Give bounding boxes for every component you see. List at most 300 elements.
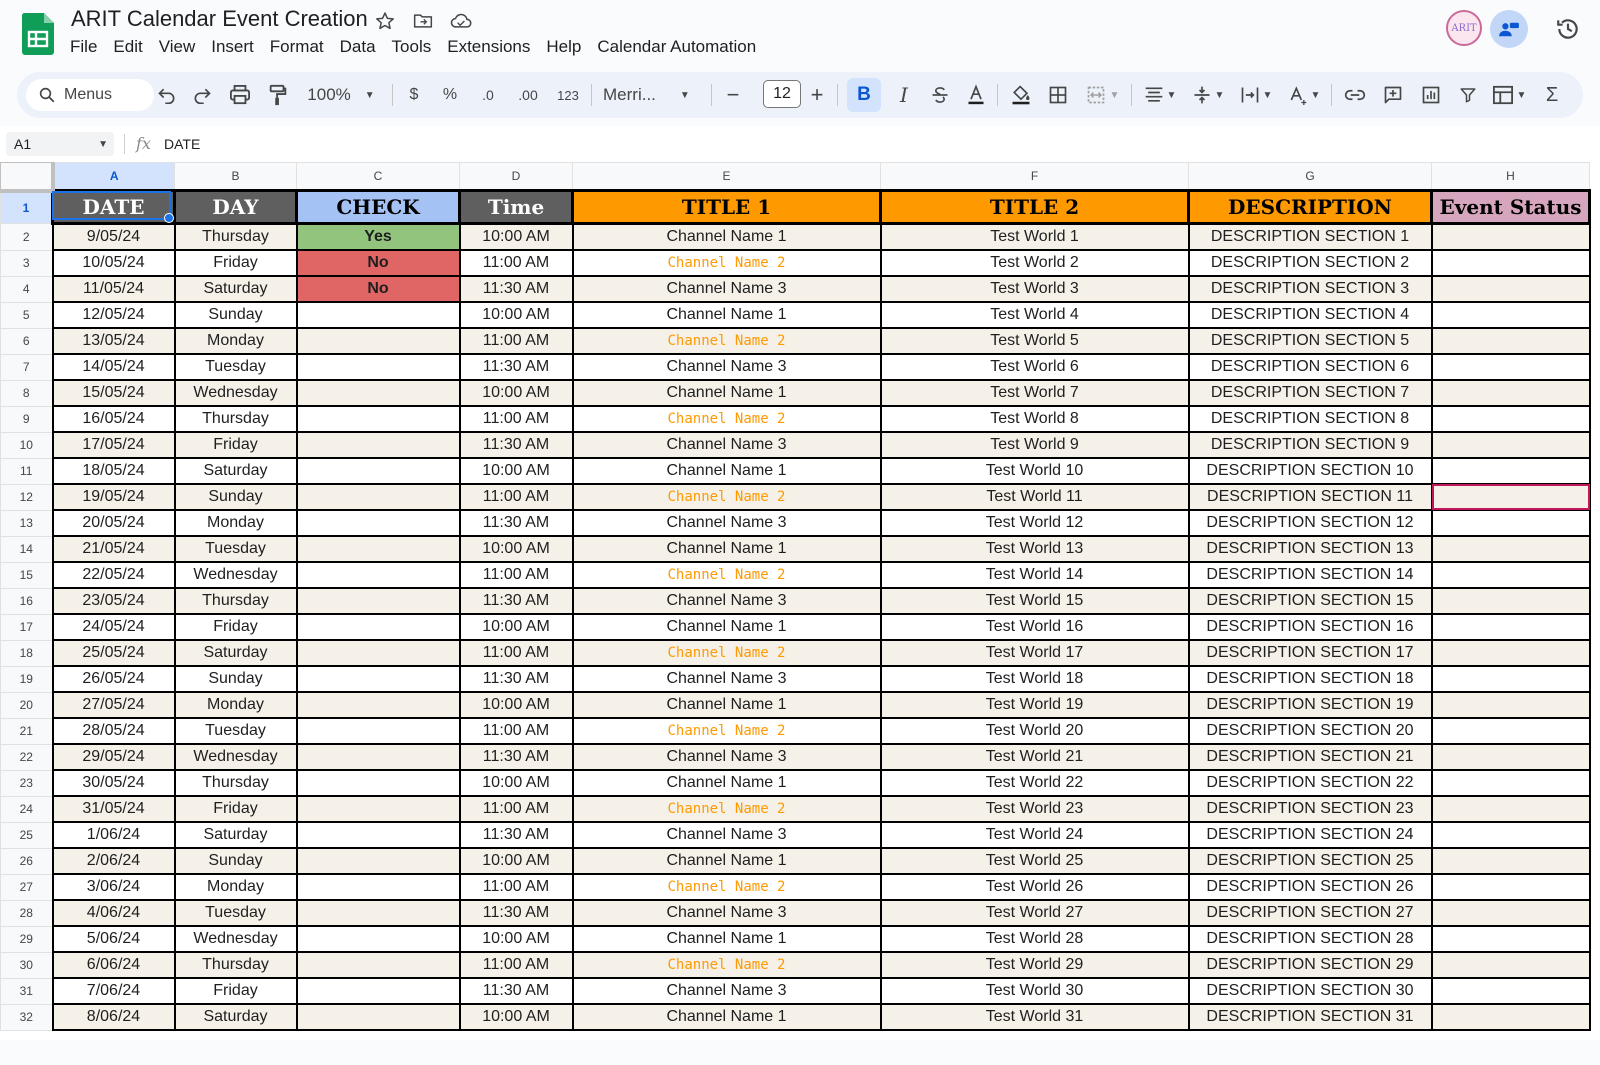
- header-day-cell[interactable]: DAY: [175, 191, 297, 224]
- cell-t2[interactable]: Test World 17: [881, 640, 1189, 666]
- row-header[interactable]: 10: [1, 432, 53, 458]
- cell-desc[interactable]: DESCRIPTION SECTION 25: [1189, 848, 1432, 874]
- document-title[interactable]: ARIT Calendar Event Creation: [71, 6, 368, 31]
- cell-date[interactable]: 9/05/24: [53, 224, 175, 251]
- cell-date[interactable]: 21/05/24: [53, 536, 175, 562]
- cell-status[interactable]: [1432, 978, 1590, 1004]
- cell-time[interactable]: 11:00 AM: [460, 796, 573, 822]
- cell-day[interactable]: Wednesday: [175, 744, 297, 770]
- cell-desc[interactable]: DESCRIPTION SECTION 5: [1189, 328, 1432, 354]
- menu-file[interactable]: File: [70, 37, 98, 56]
- decrease-decimal-button[interactable]: .0: [482, 87, 494, 103]
- cell-t1[interactable]: Channel Name 1: [573, 692, 881, 718]
- cell-desc[interactable]: DESCRIPTION SECTION 9: [1189, 432, 1432, 458]
- cell-status[interactable]: [1432, 822, 1590, 848]
- cell-date[interactable]: 23/05/24: [53, 588, 175, 614]
- cell-t2[interactable]: Test World 9: [881, 432, 1189, 458]
- cell-check[interactable]: [297, 458, 460, 484]
- cell-t2[interactable]: Test World 26: [881, 874, 1189, 900]
- cell-date[interactable]: 15/05/24: [53, 380, 175, 406]
- cell-t1[interactable]: [573, 874, 881, 900]
- cell-t1[interactable]: Channel Name 3: [573, 432, 881, 458]
- cell-t1[interactable]: [573, 250, 881, 276]
- vertical-align-icon[interactable]: [1185, 72, 1231, 118]
- cell-day[interactable]: Friday: [175, 978, 297, 1004]
- cell-day[interactable]: Friday: [175, 614, 297, 640]
- cell-check[interactable]: [297, 952, 460, 978]
- cell-day[interactable]: Monday: [175, 692, 297, 718]
- cell-day[interactable]: Saturday: [175, 1004, 297, 1030]
- italic-button[interactable]: I: [900, 83, 908, 107]
- row-header[interactable]: 31: [1, 978, 53, 1004]
- column-header-a[interactable]: A: [53, 163, 175, 191]
- column-header-d[interactable]: D: [460, 163, 573, 191]
- cell-time[interactable]: 10:00 AM: [460, 614, 573, 640]
- cell-day[interactable]: Saturday: [175, 458, 297, 484]
- cell-status[interactable]: [1432, 562, 1590, 588]
- row-header[interactable]: 8: [1, 380, 53, 406]
- cell-t2[interactable]: Test World 23: [881, 796, 1189, 822]
- cell-t1[interactable]: Channel Name 1: [573, 380, 881, 406]
- row-header[interactable]: 2: [1, 224, 53, 251]
- cell-time[interactable]: 11:30 AM: [460, 666, 573, 692]
- cell-t1[interactable]: Channel Name 1: [573, 1004, 881, 1030]
- increase-decimal-button[interactable]: .00: [518, 87, 538, 103]
- column-header-e[interactable]: E: [573, 163, 881, 191]
- cell-t2[interactable]: Test World 8: [881, 406, 1189, 432]
- cell-date[interactable]: 31/05/24: [53, 796, 175, 822]
- cell-time[interactable]: 11:30 AM: [460, 354, 573, 380]
- cell-time[interactable]: 11:00 AM: [460, 562, 573, 588]
- bold-button[interactable]: B: [847, 78, 881, 112]
- cell-status[interactable]: [1432, 770, 1590, 796]
- print-icon[interactable]: [225, 72, 255, 118]
- cell-date[interactable]: 13/05/24: [53, 328, 175, 354]
- history-icon[interactable]: [1553, 14, 1583, 44]
- row-header[interactable]: 24: [1, 796, 53, 822]
- cell-t2[interactable]: Test World 14: [881, 562, 1189, 588]
- cell-date[interactable]: 29/05/24: [53, 744, 175, 770]
- cell-day[interactable]: Wednesday: [175, 562, 297, 588]
- cell-t1[interactable]: [573, 562, 881, 588]
- row-header[interactable]: 6: [1, 328, 53, 354]
- cell-check[interactable]: [297, 666, 460, 692]
- cell-check[interactable]: [297, 432, 460, 458]
- cell-status[interactable]: [1432, 1004, 1590, 1030]
- cell-date[interactable]: 1/06/24: [53, 822, 175, 848]
- cell-t1[interactable]: Channel Name 3: [573, 744, 881, 770]
- cell-t2[interactable]: Test World 28: [881, 926, 1189, 952]
- cell-status[interactable]: [1432, 354, 1590, 380]
- row-header[interactable]: 15: [1, 562, 53, 588]
- cell-time[interactable]: 11:00 AM: [460, 952, 573, 978]
- cell-t1[interactable]: Channel Name 3: [573, 276, 881, 302]
- number-format-button[interactable]: 123: [557, 87, 579, 103]
- cell-status[interactable]: [1432, 224, 1590, 251]
- cell-date[interactable]: 20/05/24: [53, 510, 175, 536]
- column-header-g[interactable]: G: [1189, 163, 1432, 191]
- text-wrapping-icon[interactable]: [1233, 72, 1279, 118]
- cell-t2[interactable]: Test World 16: [881, 614, 1189, 640]
- undo-icon[interactable]: [153, 72, 181, 118]
- cell-date[interactable]: 10/05/24: [53, 250, 175, 276]
- row-header[interactable]: 20: [1, 692, 53, 718]
- cell-day[interactable]: Saturday: [175, 276, 297, 302]
- cell-status[interactable]: [1432, 614, 1590, 640]
- cell-status[interactable]: [1432, 406, 1590, 432]
- cell-date[interactable]: 8/06/24: [53, 1004, 175, 1030]
- cell-t1[interactable]: Channel Name 1: [573, 302, 881, 328]
- cell-check[interactable]: [297, 1004, 460, 1030]
- cell-time[interactable]: 10:00 AM: [460, 692, 573, 718]
- cell-desc[interactable]: DESCRIPTION SECTION 18: [1189, 666, 1432, 692]
- cell-desc[interactable]: DESCRIPTION SECTION 26: [1189, 874, 1432, 900]
- cell-desc[interactable]: DESCRIPTION SECTION 31: [1189, 1004, 1432, 1030]
- cell-desc[interactable]: DESCRIPTION SECTION 14: [1189, 562, 1432, 588]
- cell-check[interactable]: [297, 900, 460, 926]
- cell-day[interactable]: Tuesday: [175, 900, 297, 926]
- cell-check[interactable]: [297, 848, 460, 874]
- cell-date[interactable]: 7/06/24: [53, 978, 175, 1004]
- cell-t2[interactable]: Test World 10: [881, 458, 1189, 484]
- cell-check[interactable]: [297, 692, 460, 718]
- cell-day[interactable]: Wednesday: [175, 926, 297, 952]
- cell-date[interactable]: 24/05/24: [53, 614, 175, 640]
- cell-check[interactable]: [297, 978, 460, 1004]
- cell-status[interactable]: [1432, 588, 1590, 614]
- cell-time[interactable]: 11:30 AM: [460, 510, 573, 536]
- cell-t2[interactable]: Test World 6: [881, 354, 1189, 380]
- cell-desc[interactable]: DESCRIPTION SECTION 1: [1189, 224, 1432, 251]
- cell-status[interactable]: [1432, 510, 1590, 536]
- cell-check[interactable]: [297, 796, 460, 822]
- column-header-c[interactable]: C: [297, 163, 460, 191]
- font-size-input[interactable]: 12: [763, 80, 801, 108]
- menu-view[interactable]: View: [158, 37, 196, 56]
- cell-status[interactable]: [1432, 276, 1590, 302]
- header-title1-cell[interactable]: TITLE 1: [573, 191, 881, 224]
- cell-date[interactable]: 17/05/24: [53, 432, 175, 458]
- cell-time[interactable]: 10:00 AM: [460, 926, 573, 952]
- cell-check[interactable]: [297, 302, 460, 328]
- cell-status[interactable]: [1432, 692, 1590, 718]
- row-header[interactable]: 23: [1, 770, 53, 796]
- cell-time[interactable]: 10:00 AM: [460, 848, 573, 874]
- cell-status[interactable]: [1432, 250, 1590, 276]
- redo-icon[interactable]: [188, 72, 216, 118]
- table-view-icon[interactable]: [1485, 72, 1533, 118]
- cell-desc[interactable]: DESCRIPTION SECTION 12: [1189, 510, 1432, 536]
- cell-time[interactable]: 11:00 AM: [460, 406, 573, 432]
- move-folder-icon[interactable]: [411, 9, 435, 33]
- cell-date[interactable]: 19/05/24: [53, 484, 175, 510]
- cell-day[interactable]: Monday: [175, 510, 297, 536]
- decrease-font-size-button[interactable]: −: [726, 82, 740, 107]
- cell-desc[interactable]: DESCRIPTION SECTION 10: [1189, 458, 1432, 484]
- cell-day[interactable]: Thursday: [175, 406, 297, 432]
- fill-color-icon[interactable]: [1005, 72, 1037, 118]
- cell-day[interactable]: Monday: [175, 328, 297, 354]
- cell-t2[interactable]: Test World 21: [881, 744, 1189, 770]
- cell-t1[interactable]: Channel Name 3: [573, 666, 881, 692]
- cell-status[interactable]: [1432, 744, 1590, 770]
- cell-time[interactable]: 10:00 AM: [460, 224, 573, 251]
- cell-time[interactable]: 10:00 AM: [460, 302, 573, 328]
- row-header[interactable]: 32: [1, 1004, 53, 1030]
- sheets-logo-icon[interactable]: [22, 13, 54, 55]
- cell-date[interactable]: 4/06/24: [53, 900, 175, 926]
- cell-date[interactable]: 14/05/24: [53, 354, 175, 380]
- avatar[interactable]: ARIT: [1446, 10, 1482, 46]
- cell-day[interactable]: Tuesday: [175, 354, 297, 380]
- cell-time[interactable]: 10:00 AM: [460, 770, 573, 796]
- cell-check[interactable]: [297, 718, 460, 744]
- row-header[interactable]: 11: [1, 458, 53, 484]
- row-header[interactable]: 12: [1, 484, 53, 510]
- currency-format-button[interactable]: $: [409, 86, 419, 103]
- cell-status[interactable]: [1432, 848, 1590, 874]
- menu-calendar-automation[interactable]: Calendar Automation: [597, 37, 757, 56]
- row-header[interactable]: 30: [1, 952, 53, 978]
- cell-day[interactable]: Thursday: [175, 224, 297, 251]
- cell-day[interactable]: Wednesday: [175, 380, 297, 406]
- row-header[interactable]: 21: [1, 718, 53, 744]
- cell-t1[interactable]: Channel Name 1: [573, 614, 881, 640]
- cell-t2[interactable]: Test World 24: [881, 822, 1189, 848]
- cell-status[interactable]: [1432, 900, 1590, 926]
- cell-check[interactable]: [297, 874, 460, 900]
- cell-status[interactable]: [1432, 328, 1590, 354]
- cell-t2[interactable]: Test World 15: [881, 588, 1189, 614]
- cell-t2[interactable]: Test World 20: [881, 718, 1189, 744]
- cell-status[interactable]: [1432, 718, 1590, 744]
- font-family-select[interactable]: [599, 72, 701, 118]
- cell-t2[interactable]: Test World 27: [881, 900, 1189, 926]
- cell-desc[interactable]: DESCRIPTION SECTION 15: [1189, 588, 1432, 614]
- row-header[interactable]: 19: [1, 666, 53, 692]
- zoom-select[interactable]: [301, 72, 381, 118]
- cell-desc[interactable]: DESCRIPTION SECTION 23: [1189, 796, 1432, 822]
- cell-time[interactable]: 11:00 AM: [460, 874, 573, 900]
- cell-status[interactable]: [1432, 666, 1590, 692]
- menu-format[interactable]: Format: [269, 37, 324, 56]
- cell-date[interactable]: 26/05/24: [53, 666, 175, 692]
- menu-data[interactable]: Data: [339, 37, 376, 56]
- cell-check[interactable]: [297, 822, 460, 848]
- cell-t1[interactable]: Channel Name 3: [573, 588, 881, 614]
- text-rotation-icon[interactable]: [1281, 72, 1327, 118]
- cell-date[interactable]: 28/05/24: [53, 718, 175, 744]
- cell-check[interactable]: [297, 380, 460, 406]
- cell-t1[interactable]: [573, 328, 881, 354]
- cell-desc[interactable]: DESCRIPTION SECTION 29: [1189, 952, 1432, 978]
- cell-day[interactable]: Friday: [175, 250, 297, 276]
- cell-desc[interactable]: DESCRIPTION SECTION 8: [1189, 406, 1432, 432]
- cell-day[interactable]: Thursday: [175, 588, 297, 614]
- cell-time[interactable]: 10:00 AM: [460, 380, 573, 406]
- cell-t1[interactable]: [573, 796, 881, 822]
- column-header-f[interactable]: F: [881, 163, 1189, 191]
- formula-input[interactable]: DATE: [164, 136, 201, 152]
- header-time-cell[interactable]: Time: [460, 191, 573, 224]
- cell-desc[interactable]: DESCRIPTION SECTION 7: [1189, 380, 1432, 406]
- percent-format-button[interactable]: %: [442, 86, 458, 103]
- row-header[interactable]: 26: [1, 848, 53, 874]
- text-color-icon[interactable]: [961, 72, 991, 118]
- menu-insert[interactable]: Insert: [211, 37, 254, 56]
- share-button[interactable]: [1490, 10, 1528, 48]
- menu-help[interactable]: Help: [546, 37, 582, 56]
- cell-date[interactable]: 25/05/24: [53, 640, 175, 666]
- cell-desc[interactable]: DESCRIPTION SECTION 28: [1189, 926, 1432, 952]
- cell-desc[interactable]: DESCRIPTION SECTION 21: [1189, 744, 1432, 770]
- cell-desc[interactable]: DESCRIPTION SECTION 19: [1189, 692, 1432, 718]
- cell-check[interactable]: [297, 640, 460, 666]
- cell-check[interactable]: [297, 484, 460, 510]
- cloud-status-icon[interactable]: [449, 9, 473, 33]
- cell-desc[interactable]: DESCRIPTION SECTION 13: [1189, 536, 1432, 562]
- borders-icon[interactable]: [1043, 72, 1073, 118]
- cell-status[interactable]: [1432, 484, 1590, 510]
- column-header-b[interactable]: B: [175, 163, 297, 191]
- menu-extensions[interactable]: Extensions: [447, 37, 531, 56]
- cell-time[interactable]: 10:00 AM: [460, 1004, 573, 1030]
- increase-font-size-button[interactable]: +: [810, 82, 824, 107]
- cell-t2[interactable]: Test World 31: [881, 1004, 1189, 1030]
- cell-check[interactable]: [297, 562, 460, 588]
- star-icon[interactable]: [373, 9, 397, 33]
- cell-t2[interactable]: Test World 4: [881, 302, 1189, 328]
- row-header[interactable]: 1: [1, 191, 53, 224]
- cell-t2[interactable]: Test World 5: [881, 328, 1189, 354]
- cell-date[interactable]: 16/05/24: [53, 406, 175, 432]
- cell-check[interactable]: [297, 510, 460, 536]
- cell-t1[interactable]: Channel Name 3: [573, 510, 881, 536]
- cell-time[interactable]: 11:30 AM: [460, 978, 573, 1004]
- cell-status[interactable]: [1432, 302, 1590, 328]
- cell-day[interactable]: Friday: [175, 432, 297, 458]
- cell-t2[interactable]: Test World 12: [881, 510, 1189, 536]
- cell-desc[interactable]: DESCRIPTION SECTION 6: [1189, 354, 1432, 380]
- cell-date[interactable]: 2/06/24: [53, 848, 175, 874]
- cell-date[interactable]: 11/05/24: [53, 276, 175, 302]
- cell-date[interactable]: 22/05/24: [53, 562, 175, 588]
- cell-status[interactable]: [1432, 640, 1590, 666]
- cell-day[interactable]: Sunday: [175, 848, 297, 874]
- row-header[interactable]: 17: [1, 614, 53, 640]
- row-header[interactable]: 22: [1, 744, 53, 770]
- row-header[interactable]: 28: [1, 900, 53, 926]
- paint-format-icon[interactable]: [263, 72, 293, 118]
- cell-date[interactable]: 3/06/24: [53, 874, 175, 900]
- row-header[interactable]: 13: [1, 510, 53, 536]
- cell-t1[interactable]: [573, 718, 881, 744]
- cell-status[interactable]: [1432, 458, 1590, 484]
- merge-cells-icon[interactable]: [1079, 72, 1125, 118]
- cell-t1[interactable]: [573, 406, 881, 432]
- cell-t1[interactable]: Channel Name 1: [573, 224, 881, 251]
- cell-t1[interactable]: [573, 952, 881, 978]
- cell-day[interactable]: Tuesday: [175, 718, 297, 744]
- horizontal-align-icon[interactable]: [1137, 72, 1183, 118]
- cell-date[interactable]: 6/06/24: [53, 952, 175, 978]
- cell-day[interactable]: Sunday: [175, 302, 297, 328]
- cell-t2[interactable]: Test World 25: [881, 848, 1189, 874]
- cell-status[interactable]: [1432, 874, 1590, 900]
- cell-t2[interactable]: Test World 30: [881, 978, 1189, 1004]
- filter-icon[interactable]: [1453, 72, 1483, 118]
- cell-desc[interactable]: DESCRIPTION SECTION 30: [1189, 978, 1432, 1004]
- row-header[interactable]: 3: [1, 250, 53, 276]
- cell-desc[interactable]: DESCRIPTION SECTION 17: [1189, 640, 1432, 666]
- header-check-cell[interactable]: CHECK: [297, 191, 460, 224]
- cell-time[interactable]: 11:00 AM: [460, 640, 573, 666]
- cell-check[interactable]: No: [297, 250, 460, 276]
- cell-t2[interactable]: Test World 3: [881, 276, 1189, 302]
- cell-status[interactable]: [1432, 432, 1590, 458]
- cell-time[interactable]: 11:30 AM: [460, 744, 573, 770]
- cell-desc[interactable]: DESCRIPTION SECTION 2: [1189, 250, 1432, 276]
- cell-day[interactable]: Saturday: [175, 640, 297, 666]
- cell-desc[interactable]: DESCRIPTION SECTION 20: [1189, 718, 1432, 744]
- cell-t1[interactable]: Channel Name 1: [573, 926, 881, 952]
- cell-t2[interactable]: Test World 22: [881, 770, 1189, 796]
- insert-chart-icon[interactable]: [1415, 72, 1447, 118]
- cell-status[interactable]: [1432, 536, 1590, 562]
- row-header[interactable]: 27: [1, 874, 53, 900]
- cell-date[interactable]: 30/05/24: [53, 770, 175, 796]
- cell-desc[interactable]: DESCRIPTION SECTION 22: [1189, 770, 1432, 796]
- cell-t1[interactable]: Channel Name 1: [573, 458, 881, 484]
- cell-time[interactable]: 10:00 AM: [460, 458, 573, 484]
- cell-check[interactable]: [297, 744, 460, 770]
- insert-link-icon[interactable]: [1339, 72, 1371, 118]
- cell-time[interactable]: 11:30 AM: [460, 900, 573, 926]
- row-header[interactable]: 5: [1, 302, 53, 328]
- cell-time[interactable]: 11:30 AM: [460, 432, 573, 458]
- cell-t2[interactable]: Test World 1: [881, 224, 1189, 251]
- cell-time[interactable]: 11:30 AM: [460, 822, 573, 848]
- row-header[interactable]: 29: [1, 926, 53, 952]
- cell-t1[interactable]: Channel Name 1: [573, 770, 881, 796]
- cell-day[interactable]: Monday: [175, 874, 297, 900]
- menu-tools[interactable]: Tools: [391, 37, 432, 56]
- name-box[interactable]: [6, 132, 114, 156]
- row-header[interactable]: 18: [1, 640, 53, 666]
- header-event-status-cell[interactable]: Event Status: [1432, 191, 1590, 224]
- cell-desc[interactable]: DESCRIPTION SECTION 4: [1189, 302, 1432, 328]
- cell-t2[interactable]: Test World 11: [881, 484, 1189, 510]
- cell-time[interactable]: 11:00 AM: [460, 328, 573, 354]
- row-header[interactable]: 14: [1, 536, 53, 562]
- cell-t1[interactable]: Channel Name 1: [573, 536, 881, 562]
- cell-t1[interactable]: Channel Name 1: [573, 848, 881, 874]
- cell-t2[interactable]: Test World 2: [881, 250, 1189, 276]
- header-title2-cell[interactable]: TITLE 2: [881, 191, 1189, 224]
- cell-time[interactable]: 11:00 AM: [460, 718, 573, 744]
- cell-check[interactable]: [297, 328, 460, 354]
- row-header[interactable]: 4: [1, 276, 53, 302]
- cell-day[interactable]: Sunday: [175, 484, 297, 510]
- row-header[interactable]: 25: [1, 822, 53, 848]
- cell-time[interactable]: 11:00 AM: [460, 484, 573, 510]
- menu-edit[interactable]: Edit: [113, 37, 143, 56]
- cell-desc[interactable]: DESCRIPTION SECTION 11: [1189, 484, 1432, 510]
- cell-t1[interactable]: Channel Name 3: [573, 900, 881, 926]
- header-description-cell[interactable]: DESCRIPTION: [1189, 191, 1432, 224]
- cell-t1[interactable]: [573, 640, 881, 666]
- cell-check[interactable]: [297, 770, 460, 796]
